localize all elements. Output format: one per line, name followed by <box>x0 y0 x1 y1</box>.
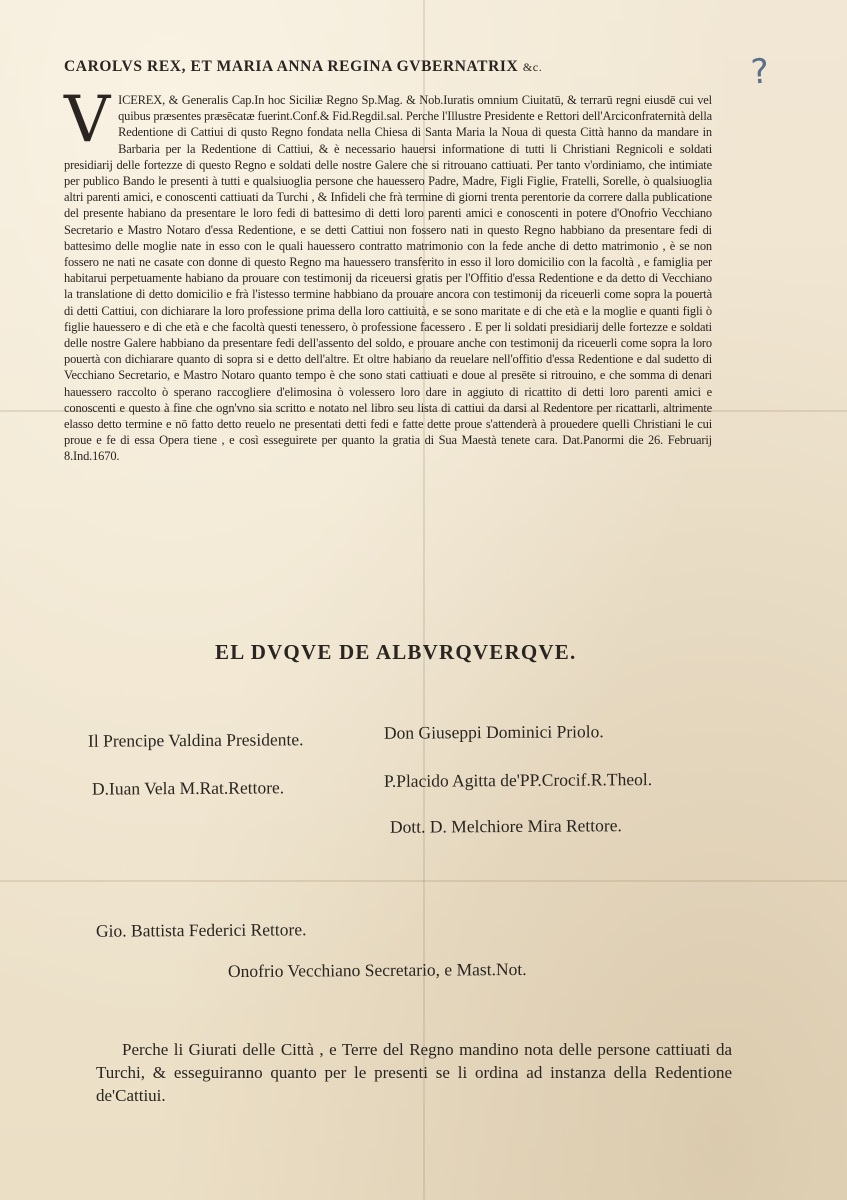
signature-priolo: Don Giuseppi Dominici Priolo. <box>383 721 604 743</box>
signature-vela: D.Iuan Vela M.Rat.Rettore. <box>91 777 285 799</box>
signature-agitta: P.Placido Agitta de'PP.Crocif.R.Theol. <box>383 769 653 791</box>
decree-text: ICEREX, & Generalis Cap.In hoc Siciliæ Regno Sp.Mag. & Nob.Iuratis omnium Ciuitatū, & terrarū regni eiusdē cui vel quibus præsentes præsēcatæ fuerint.Conf.& Fid.Regdil.sal. Perche l'Illustre Presidente e Rettori dell'Arciconfraternità della Redentione di Cattiui di qusto Regno fondata nella Chiesa di Santa Maria la Noua di questa Città hanno da mandare in Barbaria per la Redentione di Cattiui, & è necessario hauersi informatione di tutti li Christiani Regnicoli e soldati presidiarij delle fortezze di questo Regno e soldati delle nostre Galere che si ritrouano cattiuati. Per tanto v'ordiniamo, che intimiate per publico Bando le presenti à tutti e qualsiuoglia persone che hauessero Padre, Madre, Figli Figlie, Fratelli, Sorelle, ò qualsiuoglia altri parenti amici, e conoscenti cattiuati da Turchi , & Infideli che frà termine di giorni trenta perentorie da correre dalla publicatione del presente habiano da presentare le loro fedi di battesimo di detti loro parenti amici e conoscenti in potere d'Onofrio Vecchiano Secretario e Mastro Notaro d'essa Redentione, e se detti Cattiui non fossero nati in questo Regno habbiano da presentare fedi di battesimo delle moglie nate in esso con le quali hauessero contratto matrimonio con la fede anche di detto matrimonio , è se non fossero ne nati ne casate con donne di questo Regno ma hauessero transferito in esso il loro domicilio con la facoltà , e famiglia per habitarui perpetuamente habiano da prouare con testimonij da riceuersi gratis per l'Offitio d'essa Redentione e da detto di Vecchiano la translatione di detto domicilio e frà l'istesso termine habbiano da prouare ancora con testimonij da riceuerli come sopra la pouertà di detti Cattiui, con dichiarare la loro professione prima della loro cattiuità, e se sono maritate e di che età e la moglie e quanti figli ò figlie hauessero e di che età e che facoltà questi tenessero, ò professione facessero . E per li soldati presidiarij delle fortezze e soldati delle nostre Galere habbiano da presentare fedi dell'assento del soldo, e prouare anche con testimonij da riceuerli come sopra la loro pouertà con dichiarare quanto di sopra si e detto dell'altre. Et oltre habiano da reuelare nell'offitio d'essa Redentione e dal sudetto di Vecchiano Secretario, e Mastro Notaro quanto tempo è che sono stati cattiuati e doue al presēte si ritrouino, e che somma di denari hauessero raccolto ò sperano raccogliere d'elimosina ò volessero loro dare in aggiuto di ricattito di detti loro parenti amici e conoscenti e questo à fine che ogn'vno sia scritto e notato nel libro seu lista di cattiui da darsi al Redentore per ricattarli, altrimente elasso detto termine e nō fatto detto reuelo ne presentati detti fedi e fatte dette proue s'attenderà à prouedere quelli Christiani le cui proue e fe di essa Opera tiene , e così esseguirete per quanto la gratia di Sua Maestà tenete cara. Dat.Panormi die 26. Februarij 8.Ind.1670. <box>64 93 712 464</box>
drop-cap: V <box>64 83 111 157</box>
footer-note: Perche li Giurati delle Città , e Terre del Regno mandino nota delle persone cattiuati da Turchi, & esseguiranno quanto per le presenti se li ordina ad instanza della Redentione de'Cattiui. <box>96 1040 732 1105</box>
viceroy-signature: EL DVQVE DE ALBVRQVERQVE. <box>215 640 577 664</box>
signature-valdina: Il Prencipe Valdina Presidente. <box>87 729 304 751</box>
decree-header <box>64 58 704 76</box>
decree-body <box>64 83 712 465</box>
archive-mark: ? <box>749 51 771 93</box>
signature-federici: Gio. Battista Federici Rettore. <box>95 919 307 941</box>
header-title: CAROLVS REX, ET MARIA ANNA REGINA GVBERNATRIX <box>64 58 519 75</box>
signature-vecchiano: Onofrio Vecchiano Secretario, e Mast.Not. <box>227 958 527 982</box>
signature-mira: Dott. D. Melchiore Mira Rettore. <box>389 815 622 837</box>
header-suffix: &c. <box>522 60 543 74</box>
